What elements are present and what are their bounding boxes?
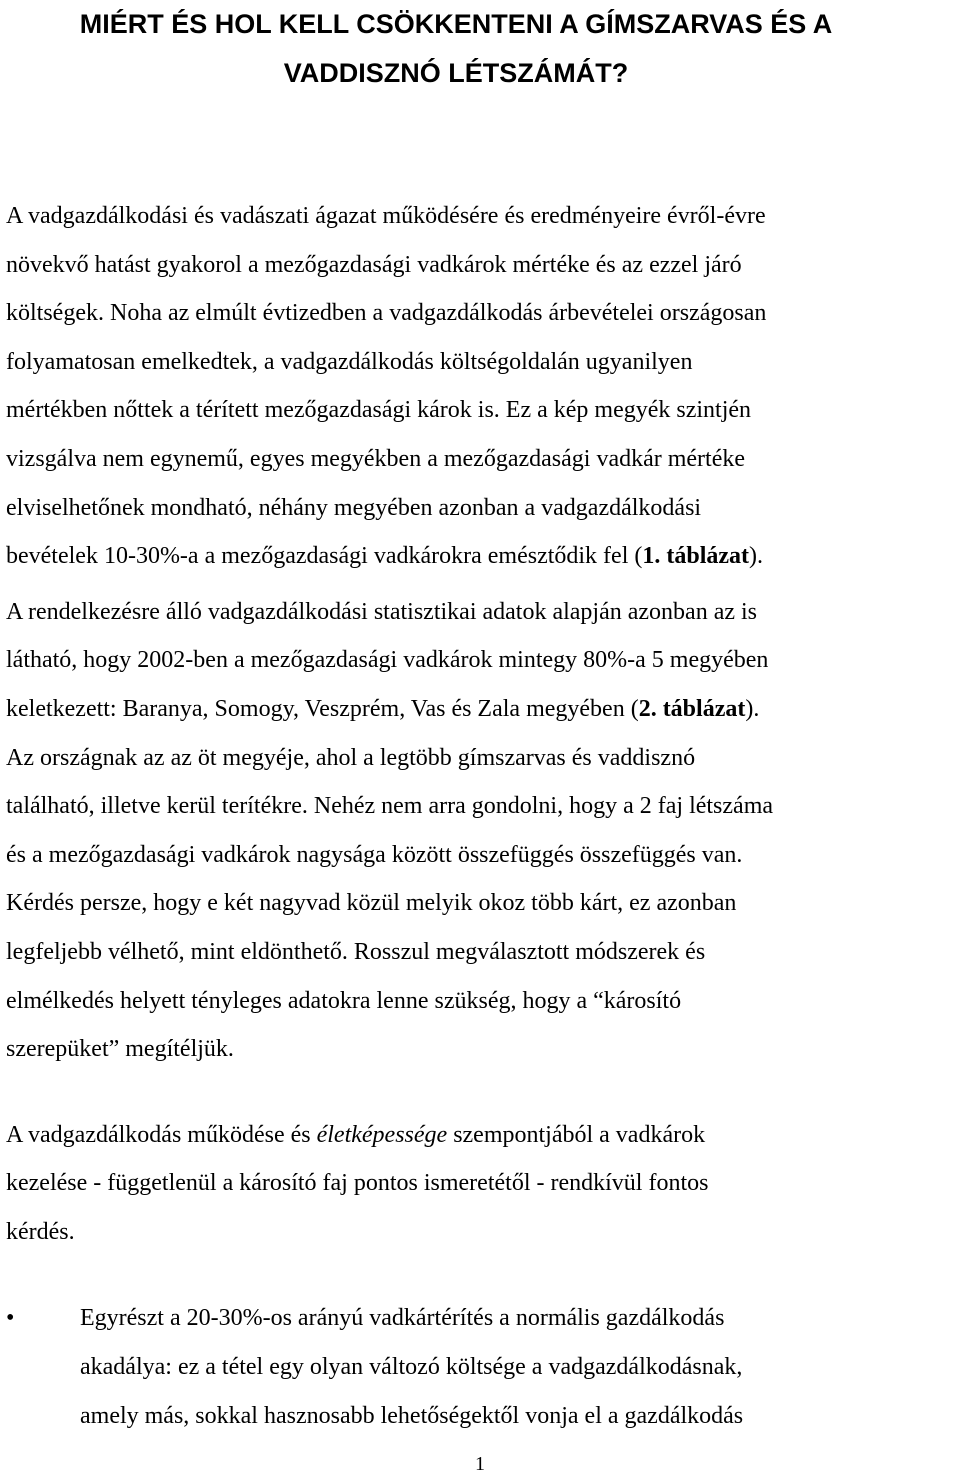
- text-line: Egyrészt a 20-30%-os arányú vadkártérítés a normális gazdálkodás: [80, 1305, 725, 1332]
- document-title: [6, 0, 906, 98]
- text-line: szerepüket” megítéljük.: [6, 1036, 234, 1063]
- text-line: [6, 1111, 956, 1160]
- text-line: és a mezőgazdasági vadkárok nagysága között összefüggés összefüggés van.: [6, 841, 743, 868]
- page-number: 1: [475, 1453, 485, 1475]
- text-line: A rendelkezésre álló vadgazdálkodási statisztikai adatok alapján azonban az is: [6, 598, 758, 625]
- text-line: folyamatosan emelkedtek, a vadgazdálkodás költségoldalán ugyanilyen: [6, 348, 693, 375]
- text-line: A vadgazdálkodási és vadászati ágazat működésére és eredményeire évről-évre: [6, 203, 766, 229]
- text-line: legfeljebb vélhető, mint eldönthető. Rosszul megválasztott módszerek és: [6, 938, 706, 965]
- text-fragment: bevételek 10-30%-a a mezőgazdasági vadkárokra emésztődik fel (: [6, 543, 643, 570]
- text-line: költségek. Noha az elmúlt évtizedben a vadgazdálkodás árbevételei országosan: [6, 300, 767, 327]
- text-line: akadálya: ez a tétel egy olyan változó költsége a vadgazdálkodásnak,: [80, 1354, 743, 1381]
- text-fragment: A vadgazdálkodás működése és: [6, 1121, 317, 1148]
- text-fragment: keletkezett: Baranya, Somogy, Veszprém, Vas és Zala megyében (: [6, 695, 639, 722]
- text-line: mértékben nőttek a térített mezőgazdasági károk is. Ez a kép megyék szintjén: [6, 397, 752, 424]
- text-line: elviselhetőnek mondható, néhány megyében azonban a vadgazdálkodási: [6, 494, 702, 521]
- title-line-1: MIÉRT ÉS HOL KELL CSÖKKENTENI A GÍMSZARVAS ÉS A: [79, 9, 833, 39]
- table-reference-2: 2. táblázat: [638, 695, 746, 722]
- text-line: [6, 532, 956, 581]
- text-line: látható, hogy 2002-ben a mezőgazdasági vadkárok mintegy 80%-a 5 megyében: [6, 647, 769, 674]
- italic-term: életképessége: [316, 1121, 448, 1148]
- text-fragment: szempontjából a vadkárok: [447, 1121, 706, 1148]
- bullet-item: [6, 1294, 956, 1440]
- text-line: amely más, sokkal hasznosabb lehetőségektől vonja el a gazdálkodás: [80, 1402, 744, 1429]
- bullet-list: [6, 1294, 956, 1440]
- text-line: Az országnak az az öt megyéje, ahol a legtöbb gímszarvas és vaddisznó: [6, 744, 696, 771]
- text-line: növekvő hatást gyakorol a mezőgazdasági vadkárok mértéke és az ezzel járó: [6, 251, 742, 278]
- text-line: kérdés.: [6, 1218, 75, 1245]
- text-fragment: ).: [749, 543, 764, 570]
- document-page: [6, 0, 956, 1440]
- text-line: található, illetve kerül terítékre. Nehéz nem arra gondolni, hogy a 2 faj létszáma: [6, 793, 774, 820]
- text-line: elmélkedés helyett tényleges adatokra lenne szükség, hogy a “károsító: [6, 987, 682, 1014]
- text-line: kezelése - függetlenül a károsító faj pontos ismeretétől - rendkívül fontos: [6, 1170, 709, 1197]
- bullet-icon: •: [6, 1305, 15, 1332]
- text-line: Kérdés persze, hogy e két nagyvad közül melyik okoz több kárt, ez azonban: [6, 890, 737, 917]
- text-fragment: ).: [745, 695, 760, 722]
- table-reference-1: 1. táblázat: [642, 543, 750, 570]
- paragraph-1: [6, 192, 956, 581]
- text-line: vizsgálva nem egynemű, egyes megyékben a mezőgazdasági vadkár mértéke: [6, 445, 746, 472]
- text-line: [6, 685, 956, 734]
- paragraph-3: [6, 1111, 956, 1257]
- paragraph-2: [6, 588, 956, 1074]
- title-line-2: VADDISZNÓ LÉTSZÁMÁT?: [283, 58, 629, 88]
